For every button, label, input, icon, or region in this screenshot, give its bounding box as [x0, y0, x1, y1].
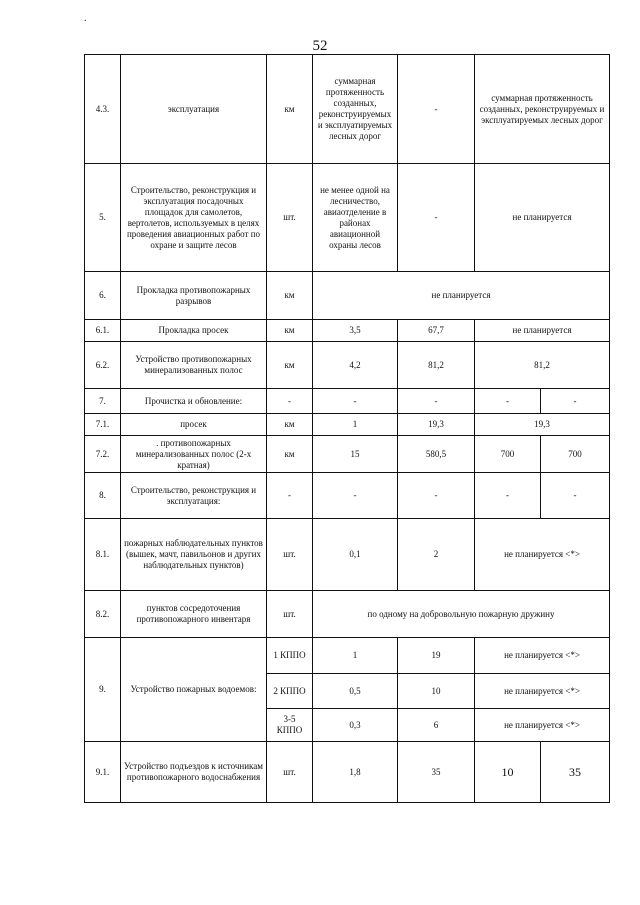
table-row: [85, 389, 610, 414]
table-row: [85, 414, 610, 436]
value-cell: 3,5: [313, 320, 398, 342]
value-cell: 700: [475, 436, 541, 473]
table-row: [85, 591, 610, 638]
value-cell: не планируется: [475, 320, 610, 342]
row-number: 4.3.: [85, 55, 121, 164]
measure-name: . противопожарных минерализованных полос (2-х кратная): [121, 436, 267, 473]
measure-name: Прокладка противопожарных разрывов: [121, 272, 267, 320]
page-mark: .: [84, 13, 87, 24]
unit: шт.: [267, 742, 313, 803]
value-cell: -: [475, 389, 541, 414]
table-row: [85, 473, 610, 519]
value-cell: 19: [398, 638, 475, 674]
value-cell: 19,3: [398, 414, 475, 436]
table-row: [85, 272, 610, 320]
measure-name: пунктов сосредоточения противопожарного инвентаря: [121, 591, 267, 638]
value-cell: -: [541, 389, 610, 414]
value-cell: -: [398, 389, 475, 414]
unit: 3-5 КППО: [267, 709, 313, 742]
value-cell: 0,1: [313, 519, 398, 591]
row-number: 7.2.: [85, 436, 121, 473]
table-row: [85, 519, 610, 591]
unit: 2 КППО: [267, 674, 313, 709]
value-cell: не планируется <*>: [475, 709, 610, 742]
value-cell: 10: [398, 674, 475, 709]
row-number: 6.1.: [85, 320, 121, 342]
unit: -: [267, 389, 313, 414]
table-row: [85, 436, 610, 473]
value-cell: суммарная протяженность созданных, реконструируемых и эксплуатируемых лесных дорог: [313, 55, 398, 164]
value-cell: -: [313, 473, 398, 519]
measure-name: Устройство подъездов к источникам противопожарного водоснабжения: [121, 742, 267, 803]
value-cell: -: [398, 473, 475, 519]
value-cell: 67,7: [398, 320, 475, 342]
table-row: [85, 55, 610, 164]
value-cell: 19,3: [475, 414, 610, 436]
row-number: 8.1.: [85, 519, 121, 591]
value-cell: 1: [313, 638, 398, 674]
table-row: [85, 320, 610, 342]
value-cell: не планируется <*>: [475, 674, 610, 709]
unit: 1 КППО: [267, 638, 313, 674]
value-cell: 1,8: [313, 742, 398, 803]
value-cell: по одному на добровольную пожарную дружину: [313, 591, 610, 638]
value-cell: суммарная протяженность созданных, реконструируемых и эксплуатируемых лесных дорог: [475, 55, 610, 164]
table-row: [85, 742, 610, 803]
value-cell: 700: [541, 436, 610, 473]
unit: км: [267, 436, 313, 473]
value-cell: 81,2: [398, 342, 475, 389]
value-cell: -: [313, 389, 398, 414]
unit: км: [267, 320, 313, 342]
measure-name: просек: [121, 414, 267, 436]
page-number: 52: [312, 38, 328, 54]
unit: шт.: [267, 519, 313, 591]
measure-name: Прокладка просек: [121, 320, 267, 342]
value-cell: 1: [313, 414, 398, 436]
table-row: [85, 164, 610, 272]
row-number: 6.2.: [85, 342, 121, 389]
value-cell: 35: [398, 742, 475, 803]
unit: шт.: [267, 591, 313, 638]
unit: км: [267, 414, 313, 436]
unit: км: [267, 55, 313, 164]
row-number: 8.2.: [85, 591, 121, 638]
value-cell: -: [398, 164, 475, 272]
measure-name: Строительство, реконструкция и эксплуатация посадочных площадок для самолетов, вертолетов, используемых в целях проведения авиационных работ по охране и защите лесов: [121, 164, 267, 272]
row-number: 6.: [85, 272, 121, 320]
measure-name: пожарных наблюдательных пунктов (вышек, мачт, павильонов и других наблюдательных пунктов): [121, 519, 267, 591]
fire-measures-table: [84, 54, 610, 803]
row-number: 8.: [85, 473, 121, 519]
value-cell: 580,5: [398, 436, 475, 473]
unit: км: [267, 272, 313, 320]
value-cell: не планируется <*>: [475, 519, 610, 591]
row-number: 9.: [85, 638, 121, 742]
row-number: 9.1.: [85, 742, 121, 803]
value-cell: 15: [313, 436, 398, 473]
unit: шт.: [267, 164, 313, 272]
value-cell: -: [475, 473, 541, 519]
value-cell: не планируется: [313, 272, 610, 320]
value-cell: 2: [398, 519, 475, 591]
row-number: 7.1.: [85, 414, 121, 436]
value-cell: не менее одной на лесничество, авиаотделение в районах авиационной охраны лесов: [313, 164, 398, 272]
value-cell: 10: [475, 742, 541, 803]
table-row: [85, 342, 610, 389]
value-cell: -: [541, 473, 610, 519]
measure-name: Прочистка и обновление:: [121, 389, 267, 414]
value-cell: 0,3: [313, 709, 398, 742]
value-cell: не планируется: [475, 164, 610, 272]
unit: км: [267, 342, 313, 389]
value-cell: 6: [398, 709, 475, 742]
row-number: 7.: [85, 389, 121, 414]
value-cell: 35: [541, 742, 610, 803]
value-cell: не планируется <*>: [475, 638, 610, 674]
measure-name: Строительство, реконструкция и эксплуатация:: [121, 473, 267, 519]
measure-name: Устройство противопожарных минерализованных полос: [121, 342, 267, 389]
value-cell: -: [398, 55, 475, 164]
unit: -: [267, 473, 313, 519]
measure-name: Устройство пожарных водоемов:: [121, 638, 267, 742]
value-cell: 0,5: [313, 674, 398, 709]
measure-name: эксплуатация: [121, 55, 267, 164]
row-number: 5.: [85, 164, 121, 272]
value-cell: 4,2: [313, 342, 398, 389]
table-row: [85, 638, 610, 674]
value-cell: 81,2: [475, 342, 610, 389]
